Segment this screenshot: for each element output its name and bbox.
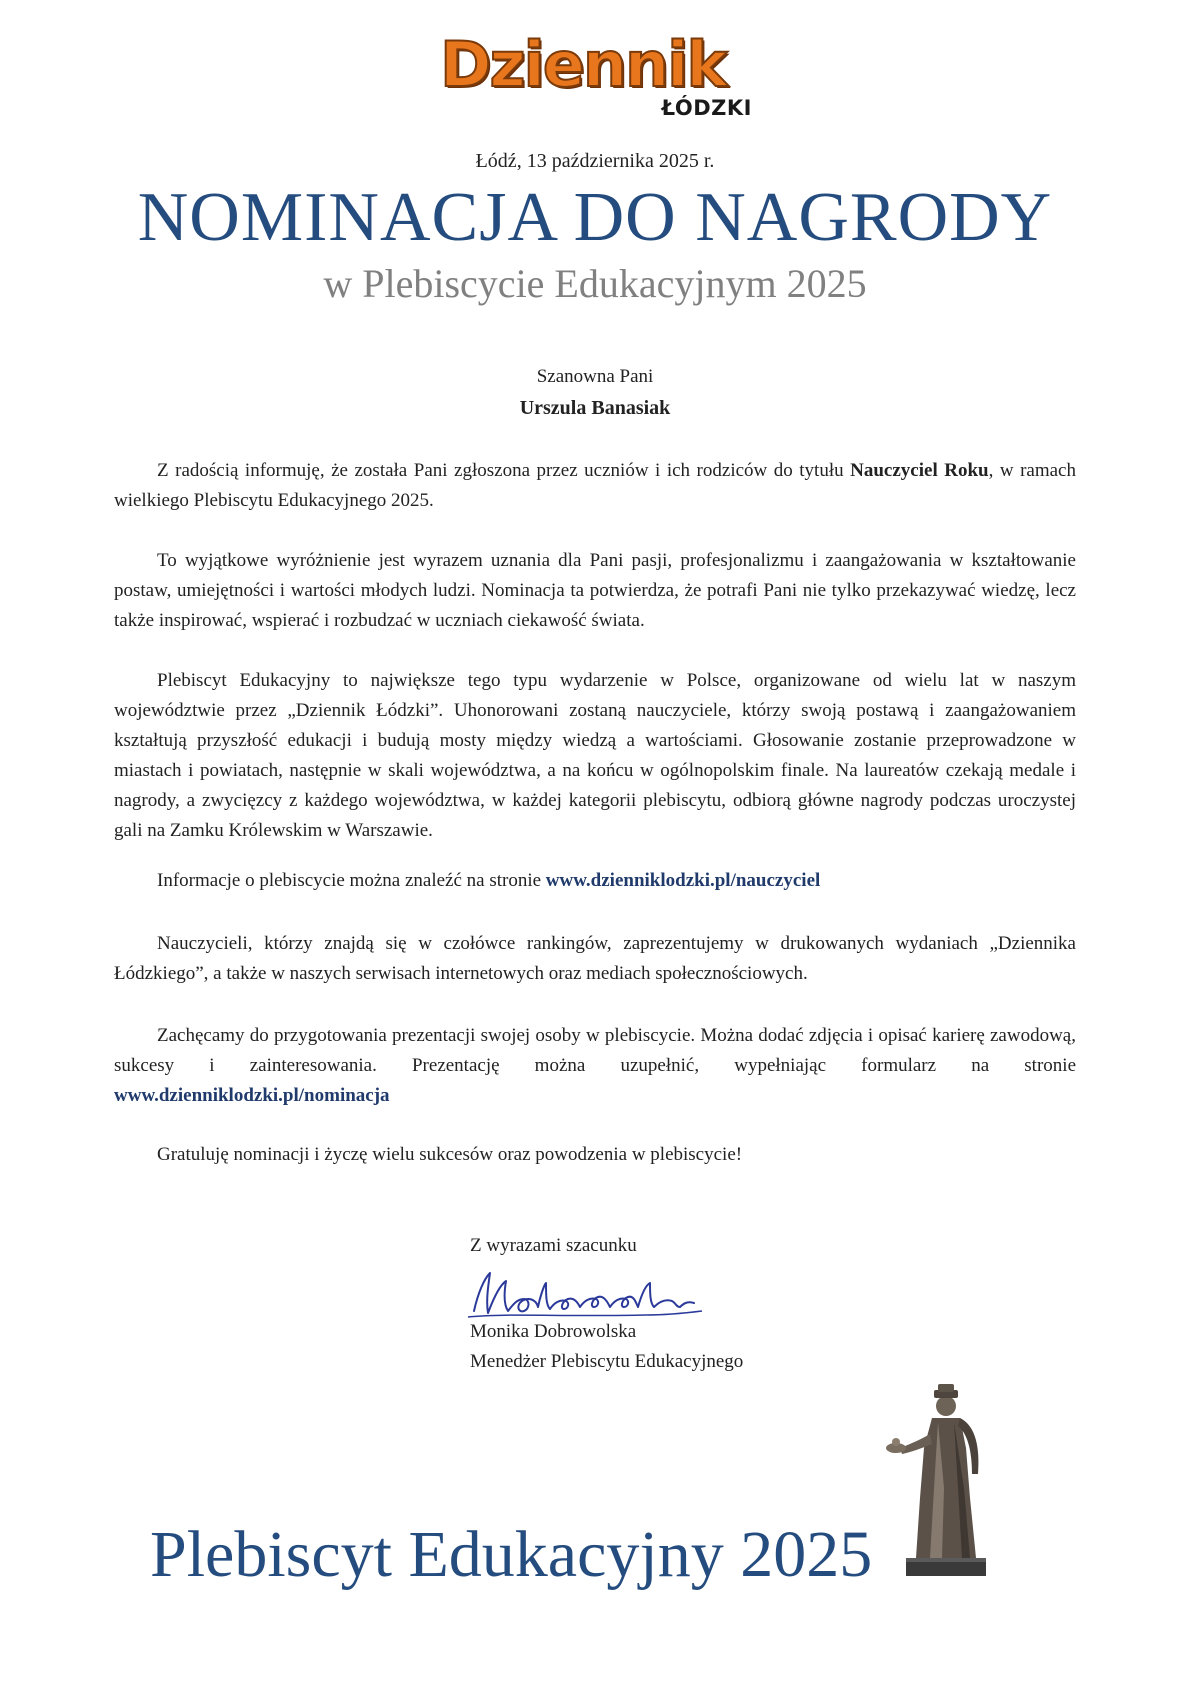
salutation: Szanowna Pani <box>536 366 654 387</box>
signer-name: Monika Dobrowolska <box>470 1321 637 1342</box>
logo-wordmark: Dziennik <box>440 28 726 101</box>
link-nominacja[interactable]: www.dzienniklodzki.pl/nominacja <box>114 1085 390 1106</box>
paragraph-info-link <box>114 866 1076 896</box>
page-title: NOMINACJA DO NAGRODY <box>137 179 1053 256</box>
closing-phrase: Z wyrazami szacunku <box>470 1235 637 1256</box>
recipient-name: Urszula Banasiak <box>519 397 671 419</box>
award-statue-icon <box>880 1378 1020 1578</box>
page-subtitle: w Plebiscycie Edukacyjnym 2025 <box>323 261 867 306</box>
paragraph-text: Zachęcamy do przygotowania prezentacji swojej osoby w plebiscycie. Można dodać zdjęcia i opisać karierę zawodową, sukcesy i zainteresowania. Prezentację można uzupełnić, wypełniając formularz na stronie <box>114 1025 1076 1076</box>
link-nauczyciel[interactable]: www.dzienniklodzki.pl/nauczyciel <box>545 870 821 891</box>
paragraph-text: Informacje o plebiscycie można znaleźć na stronie <box>157 870 546 891</box>
paragraph-text: Z radością informuję, że została Pani zgłoszona przez uczniów i ich rodziców do tytułu <box>157 460 851 481</box>
paragraph-nomination <box>114 456 1076 516</box>
letter-date: Łódź, 13 października 2025 r. <box>475 150 715 172</box>
signature-icon <box>466 1263 706 1323</box>
paragraph-distinction: To wyjątkowe wyróżnienie jest wyrazem uznania dla Pani pasji, profesjonalizmu i zaangażowania w kształtowanie postaw, umiejętności i wartości młodych ludzi. Nominacja ta potwierdza, że potrafi Pani nie tylko przekazywać wiedzę, lecz także inspirować, wspierać i rozbudzać w uczniach ciekawość świata. <box>114 550 1076 631</box>
paragraph-plebiscite-info: Plebiscyt Edukacyjny to największe tego typu wydarzenie w Polsce, organizowane od wielu lat w naszym województwie przez „Dziennik Łódzki”. Uhonorowani zostaną nauczyciele, którzy swoją postawą i zaangażowaniem kształtują przyszłość edukacji i budują mosty między wiedzą a wartościami. Głosowanie zostanie przeprowadzone w miastach i powiatach, następnie w skali województwa, a na końcu w ogólnopolskim finale. Na laureatów czekają medale i nagrody, a zwycięzcy z każdego województwa, w każdej kategorii plebiscytu, odbiorą główne nagrody podczas uroczystej gali na Zamku Królewskim w Warszawie. <box>114 670 1076 841</box>
paragraph-rankings: Nauczycieli, którzy znajdą się w czołówce rankingów, zaprezentujemy w drukowanych wydaniach „Dziennika Łódzkiego”, a także w naszych serwisach internetowych oraz mediach społecznościowych. <box>114 933 1076 984</box>
paragraph-presentation <box>114 1021 1076 1111</box>
dziennik-lodzki-logo <box>440 28 760 130</box>
paragraph-congratulations: Gratuluję nominacji i życzę wielu sukcesów oraz powodzenia w plebiscycie! <box>157 1144 743 1165</box>
logo-subtitle: ŁÓDZKI <box>661 96 752 120</box>
award-title: Nauczyciel Roku <box>850 460 989 481</box>
paragraph-text: , w ramach wielkiego Plebiscytu Edukacyjnego 2025. <box>114 460 1076 511</box>
signer-role: Menedżer Plebiscytu Edukacyjnego <box>470 1351 744 1372</box>
footer-title: Plebiscyt Edukacyjny 2025 <box>150 1518 873 1591</box>
